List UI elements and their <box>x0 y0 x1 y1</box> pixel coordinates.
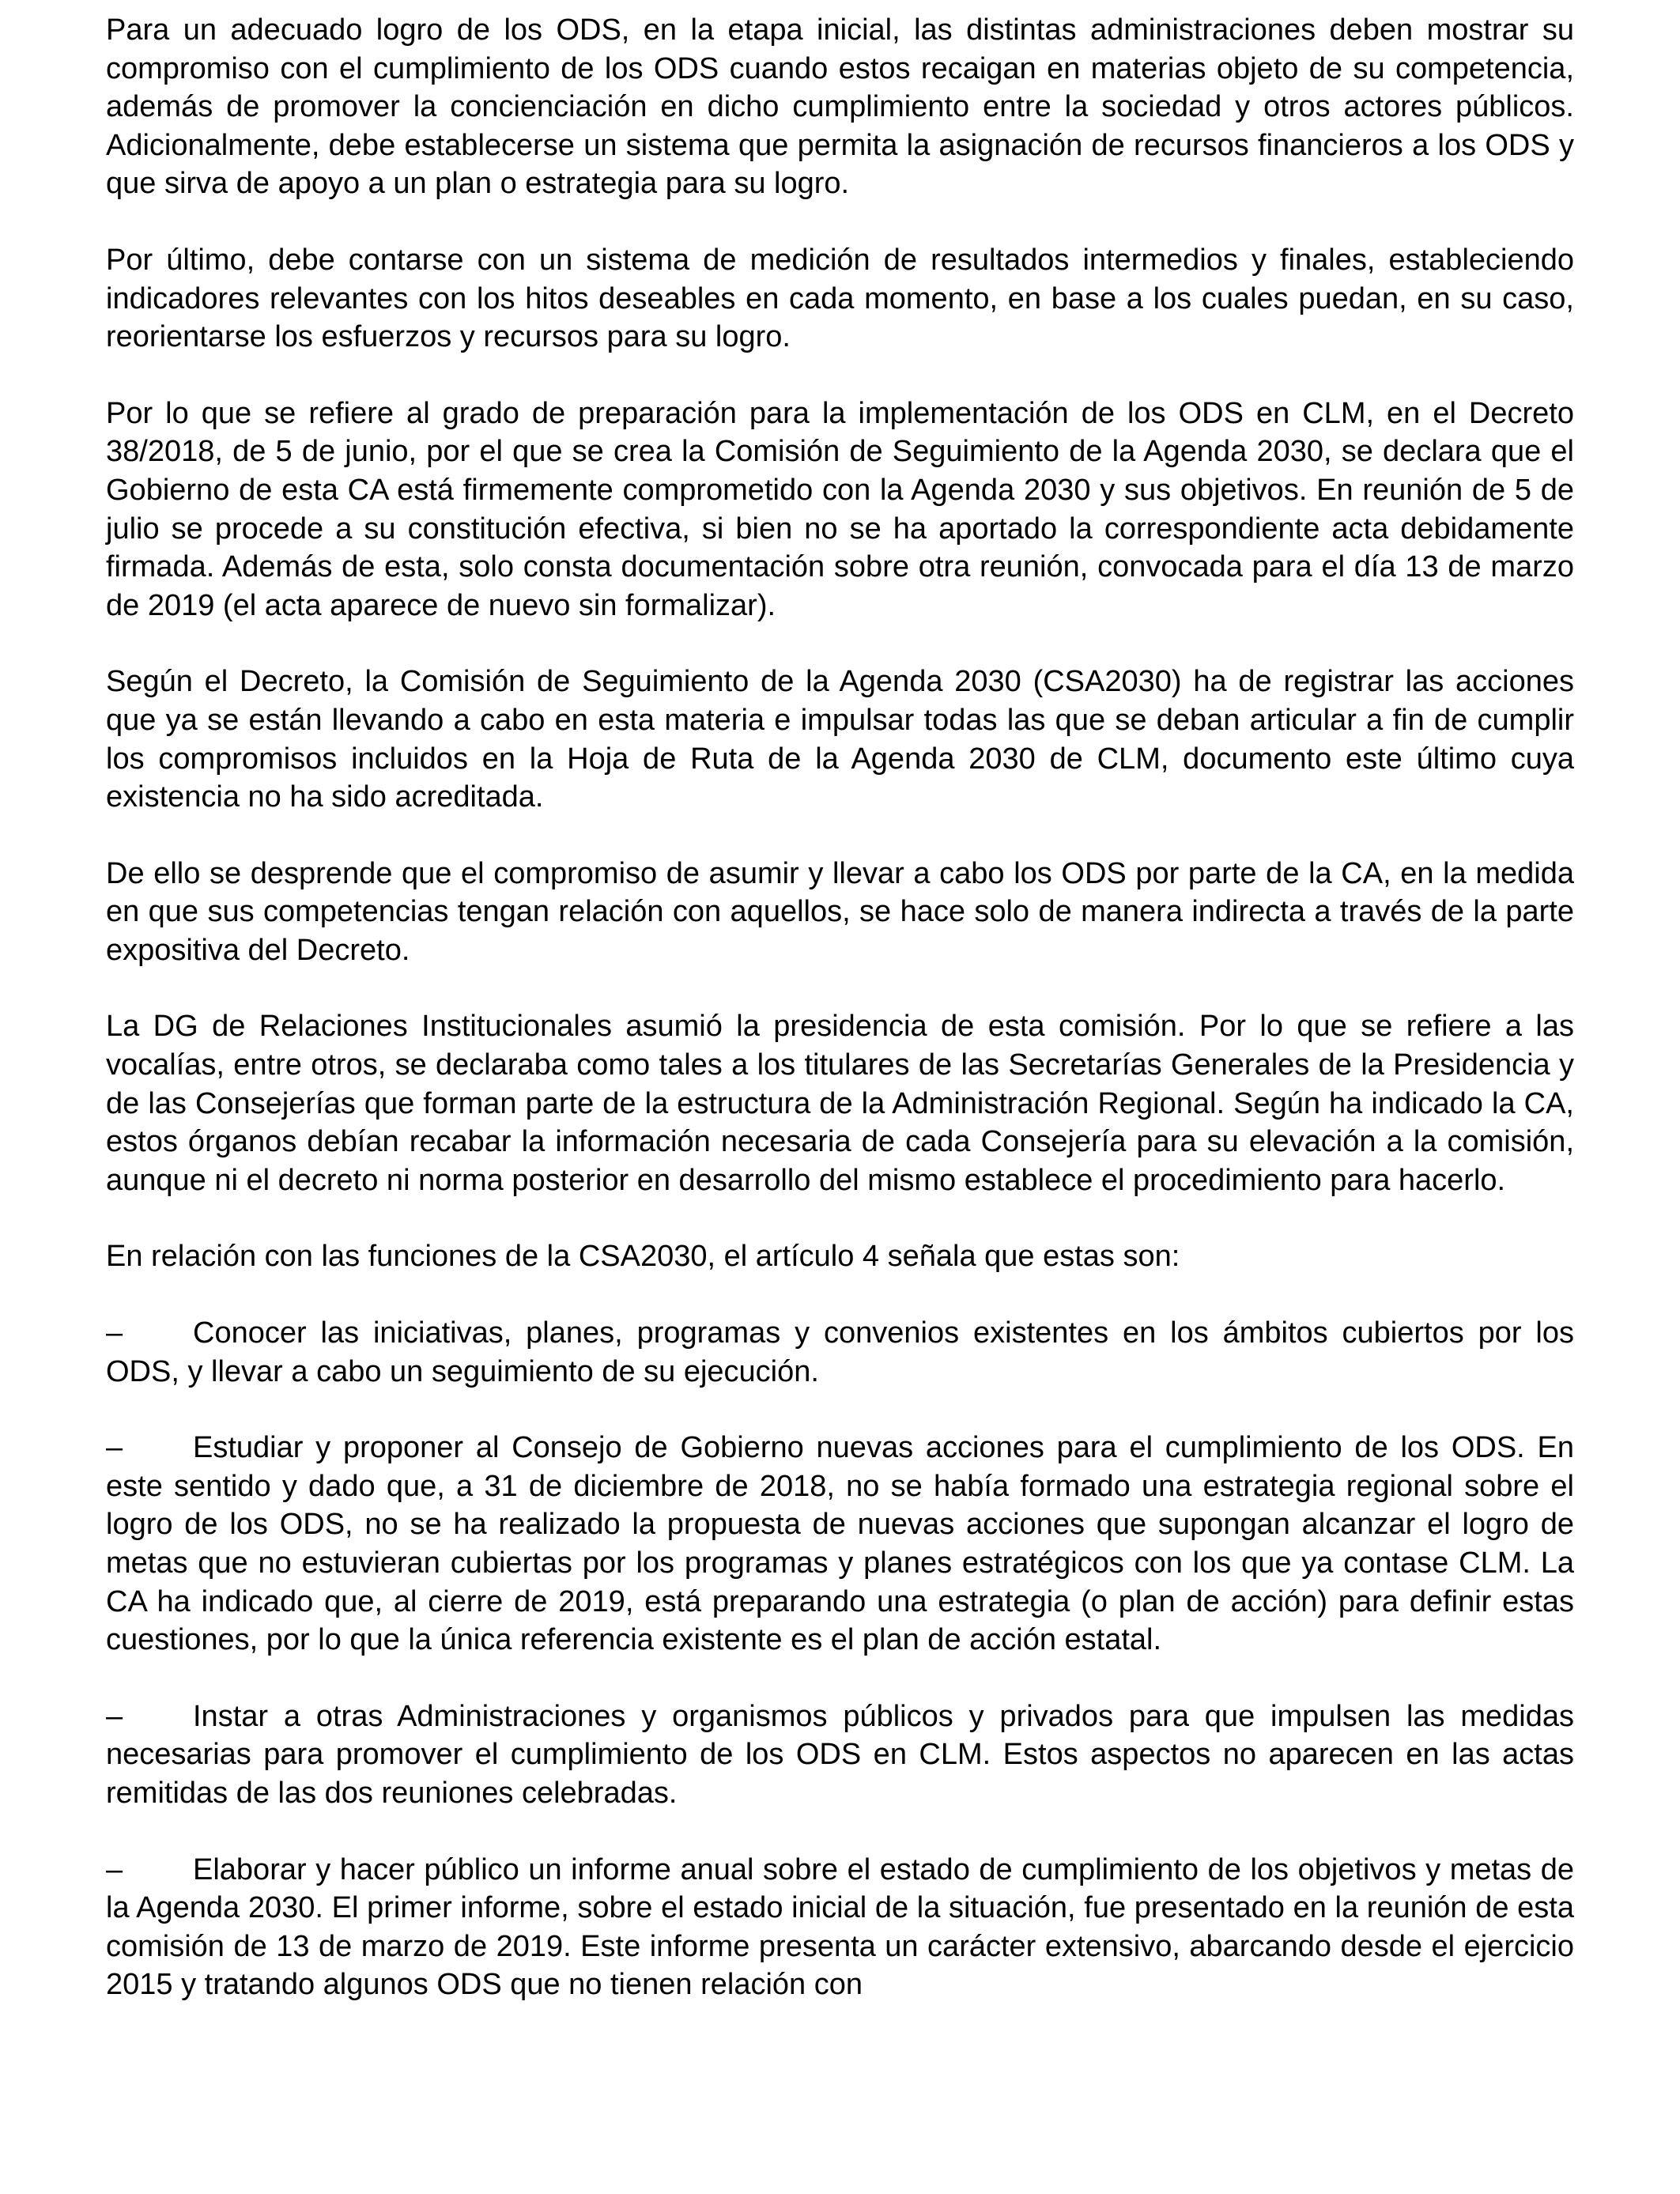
list-item-text: Instar a otras Administraciones y organismos públicos y privados para que impulsen las medidas necesarias para promover el cumplimiento de los ODS en CLM. Estos aspectos no aparecen en las actas remitidas de las dos reuniones celebradas. <box>106 1699 1574 1810</box>
list-dash-marker: – <box>106 1431 123 1465</box>
list-item <box>106 1429 1574 1660</box>
paragraph: En relación con las funciones de la CSA2030, el artículo 4 señala que estas son: <box>106 1240 1180 1274</box>
paragraph: Por lo que se refiere al grado de preparación para la implementación de los ODS en CLM, en el Decreto 38/2018, de 5 de junio, por el que se crea la Comisión de Seguimiento de la Agenda 2030, se declara que el Gobierno de esta CA está firmemente comprometido con la Agenda 2030 y sus objetivos. En reunión de 5 de julio se procede a su constitución efectiva, si bien no se ha aportado la correspondiente acta debidamente firmada. Además de esta, solo consta documentación sobre otra reunión, convocada para el día 13 de marzo de 2019 (el acta aparece de nuevo sin formalizar). <box>106 396 1574 622</box>
list-item <box>106 1697 1574 1813</box>
paragraph: La DG de Relaciones Institucionales asumió la presidencia de esta comisión. Por lo que se refiere a las vocalías, entre otros, se declaraba como tales a los titulares de las Secretarías Generales de la Presidencia y de las Consejerías que forman parte de la estructura de la Administración Regional. Según ha indicado la CA, estos órganos debían recabar la información necesaria de cada Consejería para su elevación a la comisión, aunque ni el decreto ni norma posterior en desarrollo del mismo establece el procedimiento para hacerlo. <box>106 1010 1574 1197</box>
list-item-text: Elaborar y hacer público un informe anual sobre el estado de cumplimiento de los objetivos y metas de la Agenda 2030. El primer informe, sobre el estado inicial de la situación, fue presentado en la reunión de esta comisión de 13 de marzo de 2019. Este informe presenta un carácter extensivo, abarcando desde el ejercicio 2015 y tratando algunos ODS que no tienen relación con <box>106 1852 1574 2002</box>
paragraph: Por último, debe contarse con un sistema de medición de resultados intermedios y finales, estableciendo indicadores relevantes con los hitos deseables en cada momento, en base a los cuales puedan, en su caso, reorientarse los esfuerzos y recursos para su logro. <box>106 243 1574 354</box>
list-item <box>106 1851 1574 2004</box>
list-item-text: Estudiar y proponer al Consejo de Gobierno nuevas acciones para el cumplimiento de los ODS. En este sentido y dado que, a 31 de diciembre de 2018, no se había formado una estrategia regional sobre el logro de los ODS, no se ha realizado la propuesta de nuevas acciones que supongan alcanzar el logro de metas que no estuvieran cubiertas por los programas y planes estratégicos con los que ya contase CLM. La CA ha indicado que, al cierre de 2019, está preparando una estrategia (o plan de acción) para definir estas cuestiones, por lo que la única referencia existente es el plan de acción estatal. <box>106 1431 1574 1657</box>
list-item <box>106 1314 1574 1391</box>
list-dash-marker: – <box>106 1699 123 1733</box>
list-dash-marker: – <box>106 1316 123 1350</box>
paragraph: Para un adecuado logro de los ODS, en la etapa inicial, las distintas administraciones deben mostrar su compromiso con el cumplimiento de los ODS cuando estos recaigan en materias objeto de su competencia, además de promover la concienciación en dicho cumplimiento entre la sociedad y otros actores públicos. Adicionalmente, debe establecerse un sistema que permita la asignación de recursos financieros a los ODS y que sirva de apoyo a un plan o estrategia para su logro. <box>106 13 1574 201</box>
paragraph: Según el Decreto, la Comisión de Seguimiento de la Agenda 2030 (CSA2030) ha de registrar las acciones que ya se están llevando a cabo en esta materia e impulsar todas las que se deban articular a fin de cumplir los compromisos incluidos en la Hoja de Ruta de la Agenda 2030 de CLM, documento este último cuya existencia no ha sido acreditada. <box>106 665 1574 814</box>
document-page <box>106 11 1574 2042</box>
list-dash-marker: – <box>106 1852 123 1886</box>
paragraph: De ello se desprende que el compromiso de asumir y llevar a cabo los ODS por parte de la CA, en la medida en que sus competencias tengan relación con aquellos, se hace solo de manera indirecta a través de la parte expositiva del Decreto. <box>106 856 1574 967</box>
list-item-text: Conocer las iniciativas, planes, programas y convenios existentes en los ámbitos cubiertos por los ODS, y llevar a cabo un seguimiento de su ejecución. <box>106 1316 1574 1388</box>
